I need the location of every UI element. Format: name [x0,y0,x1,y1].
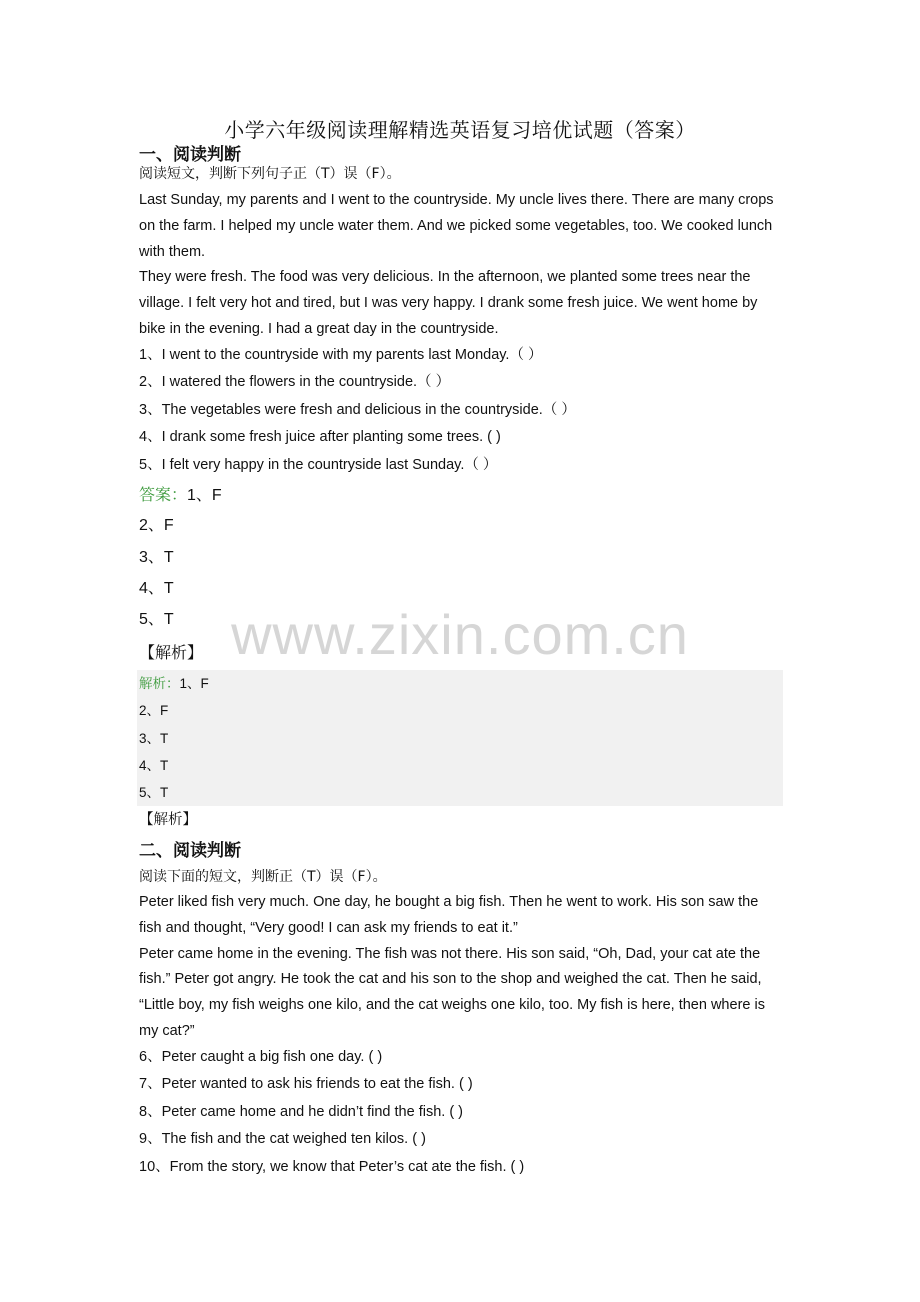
analysis-row [139,670,209,697]
question-item: 4、I drank some fresh juice after planting some trees. ( ) [139,429,501,446]
question-item: 2、I watered the flowers in the countryside.（ ） [139,374,451,391]
answer-item: 5、T [139,611,174,629]
passage-paragraph: Last Sunday, my parents and I went to the countryside. My uncle lives there. There are many crops on the farm. I helped my uncle water them. And we picked some vegetables, too. We cooked lunch with them. [139,192,774,260]
page-title: 小学六年级阅读理解精选英语复习培优试题（答案） [224,118,696,142]
question-item: 7、Peter wanted to ask his friends to eat the fish. ( ) [139,1076,473,1093]
analysis-box [137,670,783,806]
analysis-item: 1、F [179,676,209,691]
analysis-bracket: 【解析】 [139,643,204,662]
section-1-answers [139,479,222,635]
question-item: 10、From the story, we know that Peter’s cat ate the fish. ( ) [139,1158,525,1175]
analysis-item: 3、T [139,730,169,746]
section-1-heading: 一、阅读判断 [139,145,241,165]
answer-row [139,479,222,510]
analysis-item: 4、T [139,757,169,773]
analysis-item: 2、F [139,703,169,719]
question-item: 5、I felt very happy in the countryside last Sunday.（ ） [139,456,498,473]
question-item: 8、Peter came home and he didn’t find the fish. ( ) [139,1103,464,1120]
answer-label: 答案： [139,485,188,504]
section-1-passage [139,188,784,343]
passage-paragraph: Peter came home in the evening. The fish was not there. His son said, “Oh, Dad, your cat ate the fish.” Peter got angry. He took the cat and his son to the shop and weighed the cat. Then he said, “Little boy, my fish weighs one kilo, and the cat weighs one kilo, too. My fish is here, then where is my cat?” [139,945,765,1039]
analysis-bracket-2: 【解析】 [139,812,197,828]
passage-paragraph: Peter liked fish very much. One day, he bought a big fish. Then he went to work. His son saw the fish and thought, “Very good! I can ask my friends to eat it.” [139,894,759,936]
answer-item: 2、F [139,517,174,535]
question-item: 9、The fish and the cat weighed ten kilos. ( ) [139,1131,426,1148]
question-item: 6、Peter caught a big fish one day. ( ) [139,1049,383,1065]
watermark: www.zixin.com.cn [231,603,689,666]
section-1-questions [139,342,784,479]
section-2-passage [139,890,784,1045]
analysis-label: 解析： [139,676,180,692]
answer-item: 4、T [139,579,174,597]
section-1-instruction: 阅读短文，判断下列句子正（T）误（F）。 [139,166,401,182]
analysis-item: 5、T [139,785,169,801]
section-2-instruction: 阅读下面的短文，判断正（T）误（F）。 [139,869,387,885]
section-2-questions [139,1044,784,1181]
answer-item: 3、T [139,548,174,566]
question-item: 3、The vegetables were fresh and delicious in the countryside.（ ） [139,401,576,418]
section-2-heading: 二、阅读判断 [139,841,241,861]
answer-item: 1、F [187,487,222,504]
passage-paragraph: They were fresh. The food was very delicious. In the afternoon, we planted some trees near the village. I felt very hot and tired, but I was very happy. I drank some fresh juice. We went home by bike in the evening. I had a great day in the countryside. [139,269,758,337]
question-item: 1、I went to the countryside with my parents last Monday.（ ） [139,347,543,363]
